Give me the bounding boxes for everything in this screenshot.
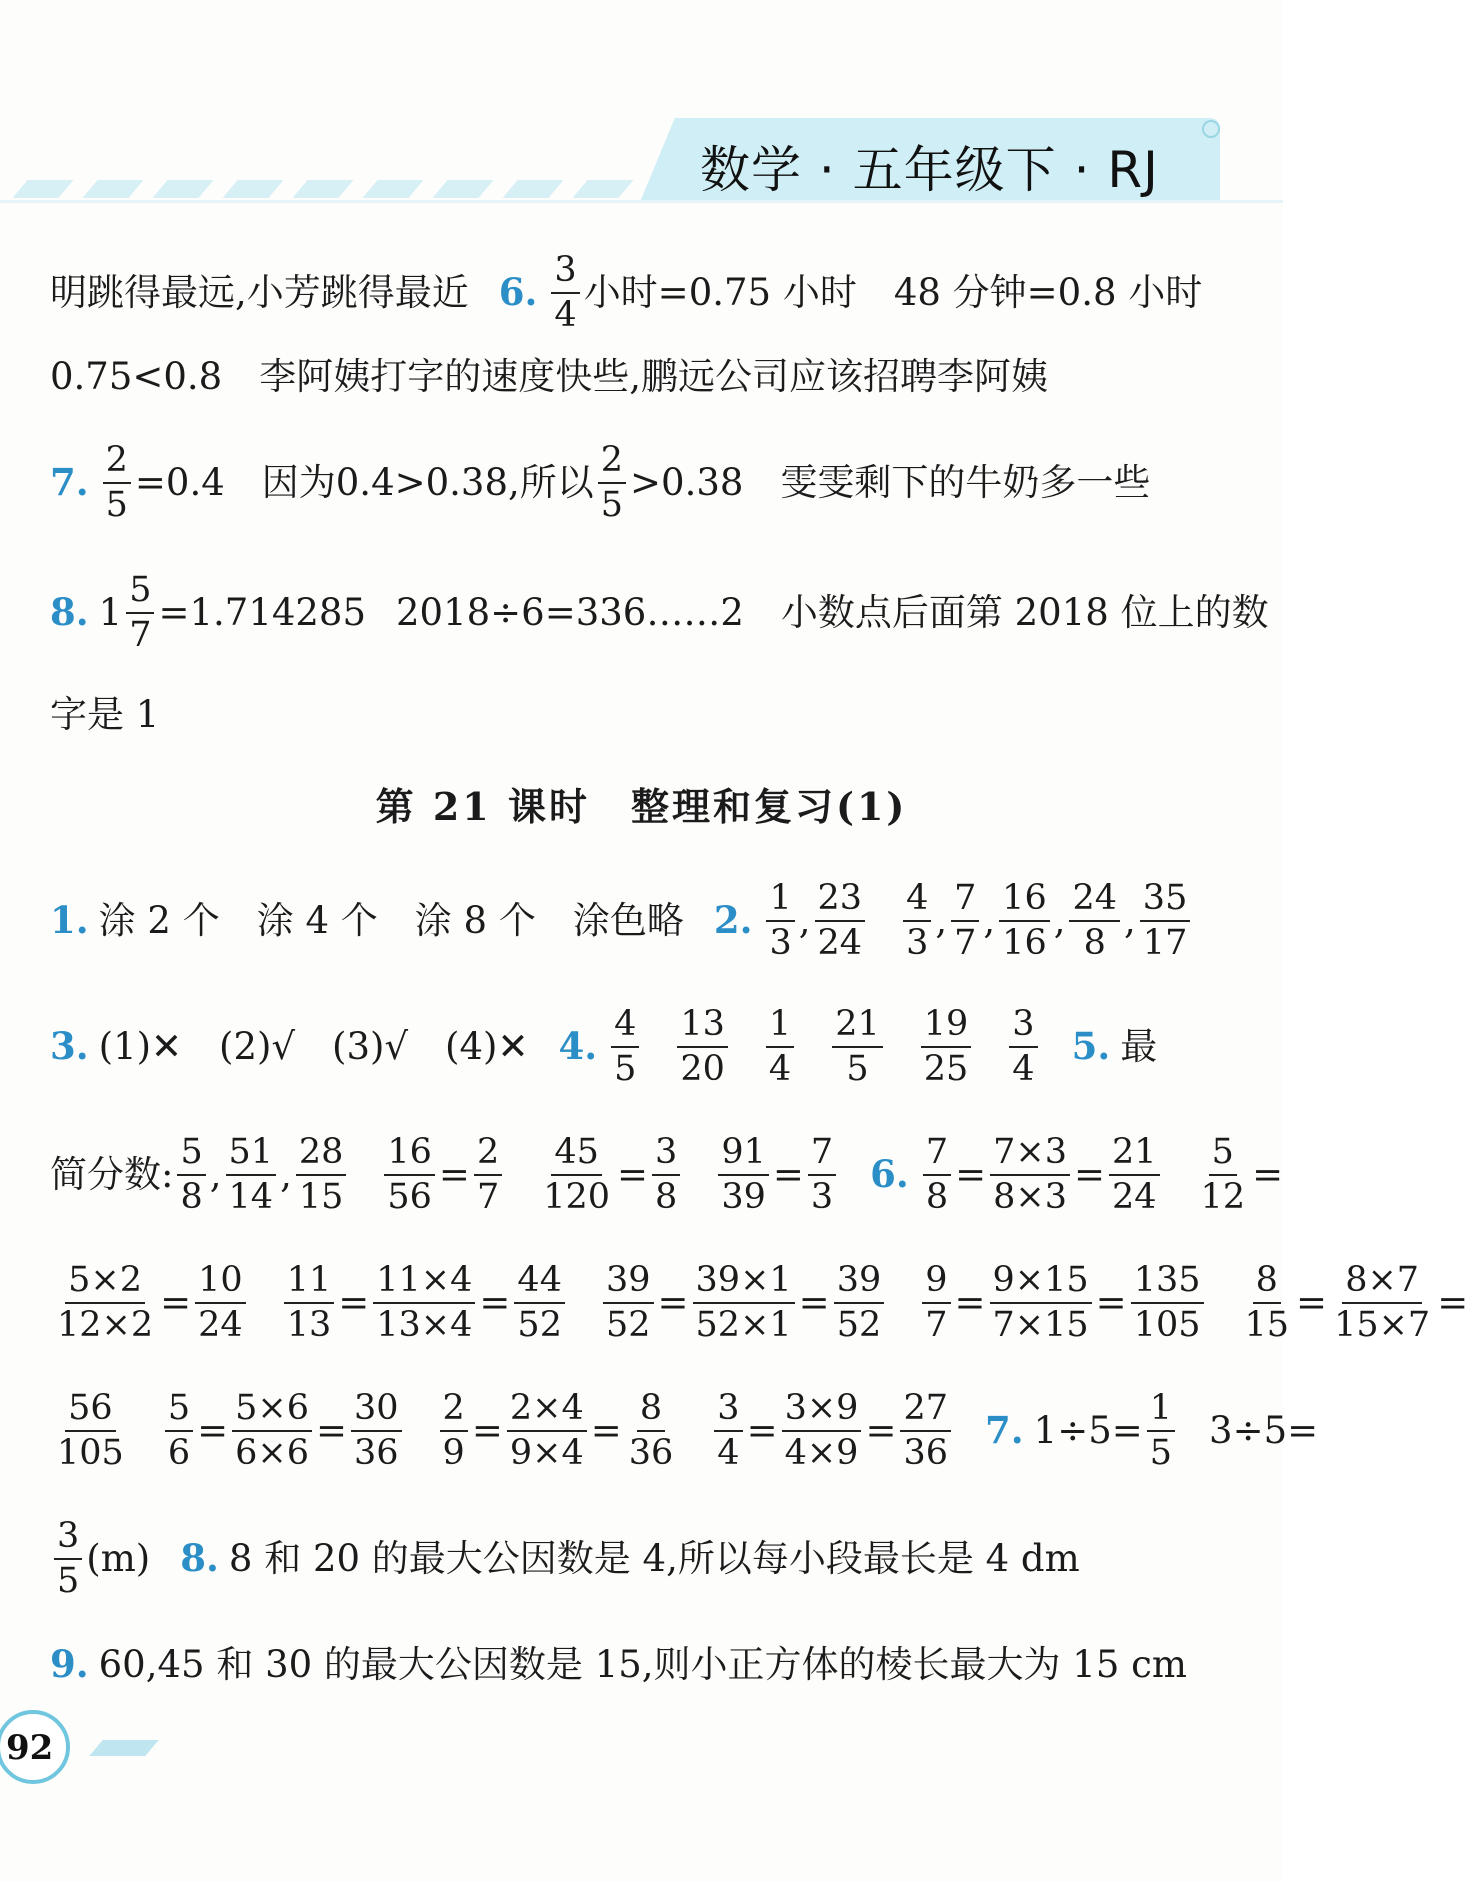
- fraction: $\frac{19}{25}$: [921, 1006, 972, 1088]
- answer-line: [50, 252, 1202, 334]
- question-number: 2.: [713, 898, 753, 943]
- fraction: $\frac{11}{13}$: [284, 1262, 335, 1344]
- fraction: $\frac{16}{16}$: [999, 880, 1050, 962]
- fraction: $\frac{7\times 3}{8\times 3}$: [990, 1134, 1070, 1216]
- mixed-number-whole: 1: [98, 591, 123, 635]
- answer-text: =0.4 因为0.4>0.38,所以: [134, 461, 594, 505]
- fraction: $\frac{1}{3}$: [766, 880, 794, 962]
- fraction: $\frac{35}{17}$: [1140, 880, 1191, 962]
- fraction: $\frac{7}{8}$: [923, 1134, 951, 1216]
- fraction: $\frac{4}{3}$: [903, 880, 931, 962]
- header-stripe: [362, 180, 423, 198]
- page-number: 92: [6, 1728, 54, 1768]
- question-number: 7.: [50, 460, 89, 505]
- answer-text: 1÷5=: [1033, 1409, 1143, 1453]
- answer-text: =1.714285: [158, 591, 367, 635]
- fraction: $\frac{21}{24}$: [1109, 1134, 1160, 1216]
- answer-text: 3÷5=: [1209, 1409, 1319, 1453]
- fraction: $\frac{2}{5}$: [103, 442, 131, 524]
- answer-line: $\frac{56}{105}$ $\frac{5}{6}$ = $\frac{5\times 6}{6\times 6}$ = $\frac{30}{36}$ $\frac{2}{9}$ = $\frac{2\times 4}{9\times 4}$ = $\frac{8}{36}$ $\frac{3}{4}$ = $\frac{3\times 9}{4\times 9}$ = $\frac{27}{36}$ 7. 1÷5= $\frac{1}{5}$ 3÷5=: [50, 1390, 1318, 1472]
- fraction: $\frac{39}{52}$: [834, 1262, 885, 1344]
- fraction: $\frac{4}{5}$: [611, 1006, 639, 1088]
- fraction: $\frac{3}{5}$: [54, 1518, 82, 1600]
- question-number: 3.: [50, 1024, 89, 1069]
- answer-text: 涂 2 个 涂 4 个 涂 8 个 涂色略: [98, 899, 684, 943]
- answer-text: (m): [86, 1537, 151, 1581]
- question-number: 9.: [50, 1642, 89, 1686]
- fraction: $\frac{28}{15}$: [296, 1134, 347, 1216]
- answer-line: [50, 1518, 1080, 1600]
- answer-line: [50, 572, 1269, 654]
- page-title: 数学 · 五年级下 · RJ: [700, 141, 1159, 199]
- question-number: 8.: [180, 1536, 219, 1581]
- section-heading: 第 21 课时 整理和复习(1): [375, 784, 908, 829]
- fraction: $\frac{1}{5}$: [1147, 1390, 1175, 1472]
- fraction: $\frac{8\times 7}{15\times 7}$: [1334, 1260, 1431, 1345]
- fraction: $\frac{7}{7}$: [951, 880, 979, 962]
- header-stripe: [12, 180, 73, 198]
- answer-text: 最: [1120, 1025, 1158, 1069]
- question-number: 6.: [498, 270, 538, 315]
- fraction: $\frac{11\times 4}{13\times 4}$: [373, 1262, 475, 1344]
- fraction: $\frac{2}{5}$: [598, 442, 626, 524]
- answer-text: 小时=0.75 小时 48 分钟=0.8 小时: [583, 271, 1203, 315]
- fraction: $\frac{2}{7}$: [474, 1134, 502, 1216]
- fraction: $\frac{5}{7}$: [126, 572, 154, 654]
- fraction: $\frac{44}{52}$: [514, 1262, 565, 1344]
- header-stripe: [292, 180, 353, 198]
- answer-text: 2018÷6=336……2 小数点后面第 2018 位上的数: [396, 591, 1269, 635]
- fraction: $\frac{45}{120}$: [543, 1132, 611, 1217]
- question-number: 8.: [50, 590, 89, 635]
- header-stripe: [82, 180, 143, 198]
- fraction: $\frac{8}{36}$: [628, 1388, 674, 1473]
- question-number: 4.: [558, 1024, 598, 1069]
- fraction: $\frac{7}{3}$: [808, 1134, 836, 1216]
- answer-text: 8 和 20 的最大公因数是 4,所以每小段最长是 4 dm: [228, 1537, 1080, 1581]
- fraction: $\frac{56}{105}$: [57, 1388, 124, 1473]
- fraction: $\frac{39}{52}$: [603, 1262, 654, 1344]
- fraction: $\frac{24}{8}$: [1069, 880, 1120, 962]
- header-stripe: [222, 180, 283, 198]
- fraction: $\frac{91}{39}$: [718, 1134, 769, 1216]
- fraction: $\frac{5}{6}$: [165, 1390, 193, 1472]
- fraction: $\frac{13}{20}$: [677, 1006, 728, 1088]
- fraction: $\frac{2\times 4}{9\times 4}$: [507, 1390, 587, 1472]
- answer-line: [50, 1006, 1157, 1088]
- fraction: $\frac{51}{14}$: [226, 1134, 277, 1216]
- fraction: $\frac{9}{7}$: [922, 1262, 950, 1344]
- fraction: $\frac{21}{5}$: [832, 1006, 883, 1088]
- fraction: $\frac{5}{8}$: [177, 1134, 205, 1216]
- fraction: $\frac{27}{36}$: [900, 1390, 951, 1472]
- question-number: 1.: [50, 898, 89, 943]
- answer-line: [50, 355, 1048, 398]
- header-stripe: [432, 180, 493, 198]
- answer-text: 60,45 和 30 的最大公因数是 15,则小正方体的棱长最大为 15 cm: [98, 1643, 1187, 1686]
- footer-stripe: [89, 1740, 158, 1756]
- header-stripe: [502, 180, 563, 198]
- fraction: $\frac{9\times 15}{7\times 15}$: [990, 1262, 1092, 1344]
- fraction: $\frac{3}{4}$: [551, 252, 579, 334]
- fraction: $\frac{3}{4}$: [714, 1390, 742, 1472]
- fraction: $\frac{135}{105}$: [1131, 1262, 1204, 1344]
- answer-line: 简分数: $\frac{5}{8}$ , $\frac{51}{14}$ , $\frac{28}{15}$ $\frac{16}{56}$ = $\frac{2}{7}$ $\frac{45}{120}$ = $\frac{3}{8}$ $\frac{91}{39}$ = $\frac{7}{3}$ 6. $\frac{7}{8}$ = $\frac{7\times 3}{8\times 3}$ = $\frac{21}{24}$ $\frac{5}{12}$ =: [50, 1132, 1284, 1217]
- fraction: $\frac{23}{24}$: [815, 880, 866, 962]
- fraction: $\frac{3\times 9}{4\times 9}$: [782, 1390, 862, 1472]
- fraction: $\frac{8}{15}$: [1244, 1260, 1290, 1345]
- fraction: $\frac{10}{24}$: [195, 1262, 246, 1344]
- header-stripe: [572, 180, 633, 198]
- header-stripe: [152, 180, 213, 198]
- answer-line: [50, 442, 1150, 524]
- answer-line: [50, 1642, 1187, 1686]
- fraction: $\frac{16}{56}$: [384, 1134, 435, 1216]
- fraction: $\frac{2}{9}$: [440, 1390, 468, 1472]
- fraction: $\frac{5}{12}$: [1200, 1132, 1246, 1217]
- question-number: 6.: [870, 1152, 909, 1197]
- fraction: $\frac{30}{36}$: [351, 1390, 402, 1472]
- answer-text: 字是 1: [50, 693, 160, 736]
- answer-text: >0.38 雯雯剩下的牛奶多一些: [630, 461, 1151, 505]
- header-circle-icon: [1202, 120, 1220, 138]
- fraction: $\frac{5\times 6}{6\times 6}$: [232, 1390, 312, 1472]
- question-number: 5.: [1071, 1024, 1111, 1069]
- answer-text: 简分数:: [50, 1153, 174, 1197]
- answer-text: (1)✕ (2)√ (3)√ (4)✕: [98, 1025, 529, 1069]
- fraction: $\frac{1}{4}$: [766, 1006, 794, 1088]
- answer-text: 明跳得最远,小芳跳得最近: [50, 271, 469, 315]
- fraction: $\frac{3}{4}$: [1009, 1006, 1037, 1088]
- fraction: $\frac{5\times 2}{12\times 2}$: [57, 1260, 154, 1345]
- answer-line: $\frac{5\times 2}{12\times 2}$ = $\frac{10}{24}$ $\frac{11}{13}$ = $\frac{11\times 4}{13\times 4}$ = $\frac{44}{52}$ $\frac{39}{52}$ = $\frac{39\times 1}{52\times 1}$ = $\frac{39}{52}$ $\frac{9}{7}$ = $\frac{9\times 15}{7\times 15}$ = $\frac{135}{105}$ $\frac{8}{15}$ = $\frac{8\times 7}{15\times 7}$ =: [50, 1262, 1468, 1344]
- answer-text: 0.75<0.8 李阿姨打字的速度快些,鹏远公司应该招聘李阿姨: [50, 355, 1048, 398]
- answer-line: [50, 693, 160, 736]
- fraction: $\frac{39\times 1}{52\times 1}$: [693, 1262, 795, 1344]
- answer-line: 1. 涂 2 个 涂 4 个 涂 8 个 涂色略 2. $\frac{1}{3}$ , $\frac{23}{24}$ $\frac{4}{3}$ , $\frac{7}{7}$ , $\frac{16}{16}$ , $\frac{24}{8}$ , $\frac{35}{17}$: [50, 880, 1194, 962]
- question-number: 7.: [985, 1408, 1024, 1453]
- fraction: $\frac{3}{8}$: [652, 1134, 680, 1216]
